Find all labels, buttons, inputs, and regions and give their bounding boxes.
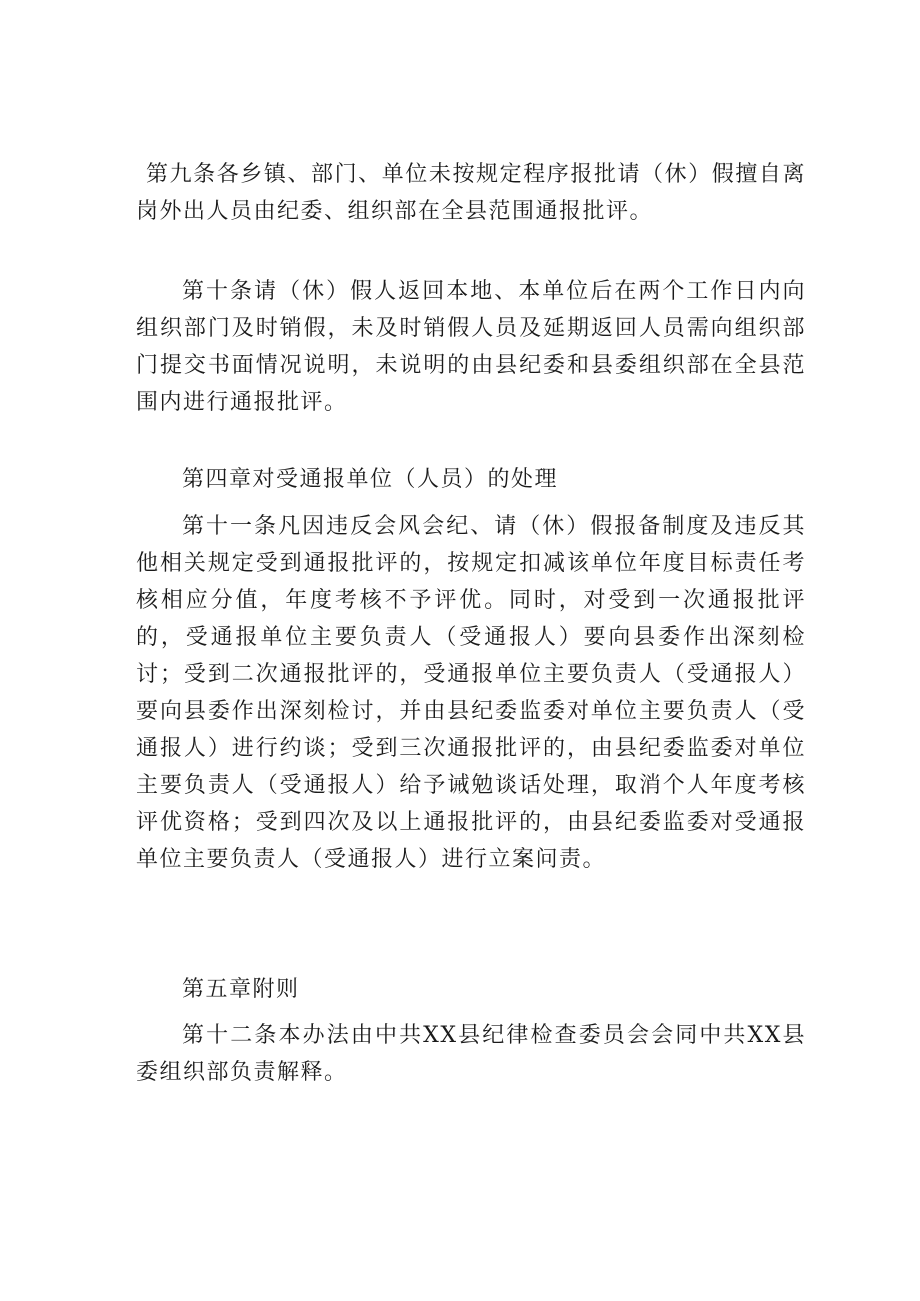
- chapter-5-heading: 第五章附则: [182, 977, 300, 1002]
- article-11-paragraph: 第十一条凡因违反会风会纪、请（休）假报备制度及违反其他相关规定受到通报批评的，按规定扣减该单位年度目标责任考核相应分值，年度考核不予评优。同时，对受到一次通报批评的，受通报单位主要负责人（受通报人）要向县委作出深刻检讨；受到二次通报批评的，受通报单位主要负责人（受通报人）要向县委作出深刻检讨，并由县纪委监委对单位主要负责人（受通报人）进行约谈；受到三次通报批评的，由县纪委监委对单位主要负责人（受通报人）给予诫勉谈话处理，取消个人年度考核评优资格；受到四次及以上通报批评的，由县纪委监委对受通报单位主要负责人（受通报人）进行立案问责。: [136, 514, 806, 872]
- article-9-paragraph: 第九条各乡镇、部门、单位未按规定程序报批请（休）假擅自离岗外出人员由纪委、组织部在全县范围通报批评。: [136, 162, 806, 224]
- article-10-paragraph: 第十条请（休）假人返回本地、本单位后在两个工作日内向组织部门及时销假，未及时销假人员及延期返回人员需向组织部门提交书面情况说明，未说明的由县纪委和县委组织部在全县范围内进行通报批评。: [136, 279, 806, 415]
- article-12-paragraph: 第十二条本办法由中共XX县纪律检查委员会会同中共XX县委组织部负责解释。: [136, 1023, 806, 1085]
- chapter-4-heading: 第四章对受通报单位（人员）的处理: [182, 467, 559, 492]
